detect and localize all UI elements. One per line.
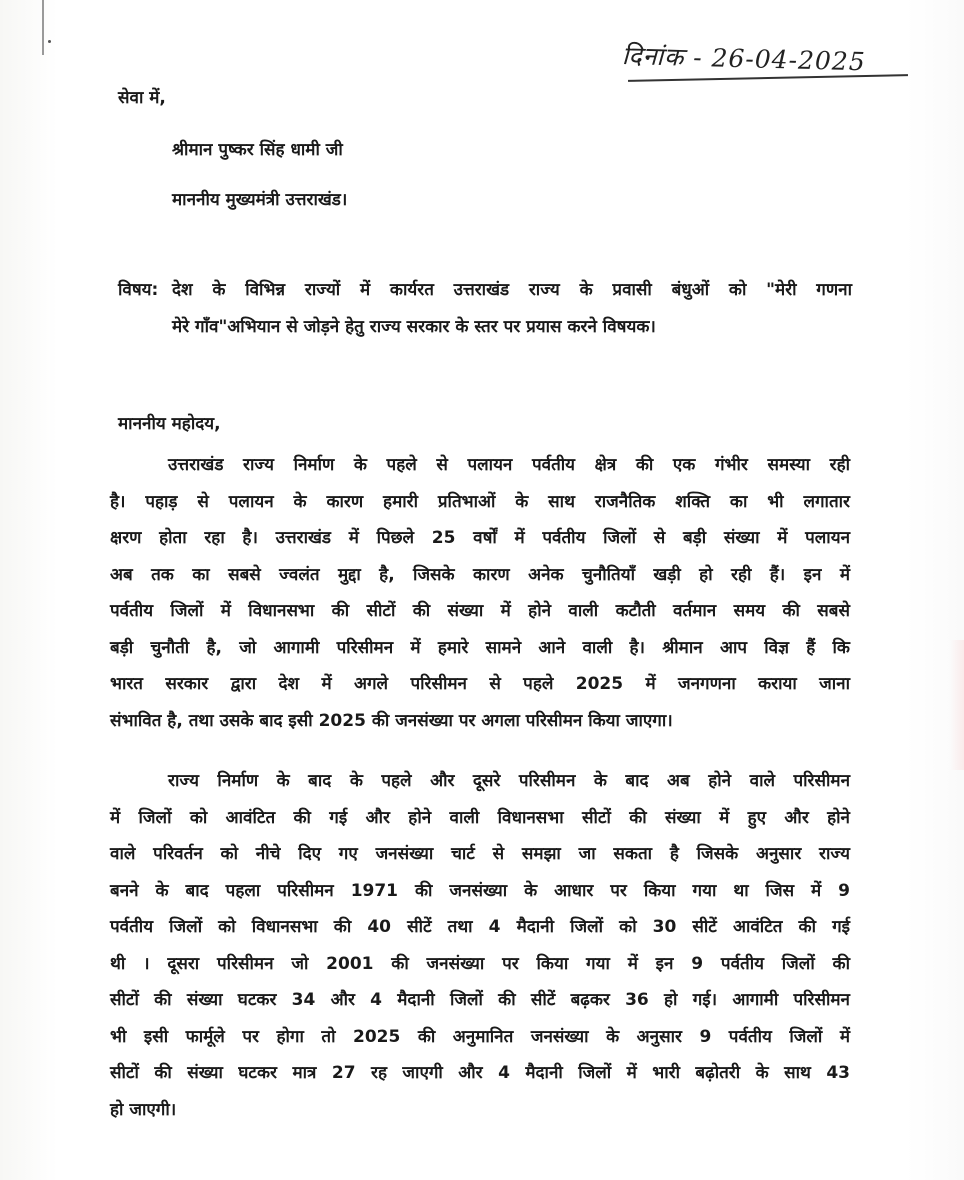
paragraph-line: हो जाएगी। [110, 1099, 177, 1120]
paragraph-line: बनने के बाद पहला परिसीमन 1971 की जनसंख्या के आधार पर किया गया था जिस में 9 [110, 880, 850, 901]
paragraph-line: थी । दूसरा परिसीमन जो 2001 की जनसंख्या पर किया गया में इन 9 पर्वतीय जिलों की [110, 953, 850, 974]
paragraph-line: अब तक का सबसे ज्वलंत मुद्दा है, जिसके कारण अनेक चुनौतियाँ खड़ी हो रही हैं। इन में [110, 564, 850, 585]
subject-line-2: मेरे गॉंव"अभियान से जोड़ने हेतु राज्य सरकार के स्तर पर प्रयास करने विषयक। [172, 317, 656, 337]
addressee-name: श्रीमान पुष्कर सिंह धामी जी [172, 140, 343, 160]
paragraph-2 [110, 763, 850, 1128]
paragraph-line: सीटों की संख्या घटकर 34 और 4 मैदानी जिलों की सीटें बढ़कर 36 हो गई। आगामी परिसीमन [110, 990, 850, 1010]
page-edge-mark [42, 0, 44, 55]
handwritten-date: दिनांक - 26-04-2025 [621, 41, 867, 77]
greeting: माननीय महोदय, [118, 414, 221, 434]
paragraph-line: राज्य निर्माण के बाद के पहले और दूसरे परिसीमन के बाद अब होने वाले परिसीमन [168, 771, 850, 791]
addressee-designation: माननीय मुख्यमंत्री उत्तराखंड। [172, 190, 348, 210]
paragraph-line: पर्वतीय जिलों को विधानसभा की 40 सीटें तथा 4 मैदानी जिलों को 30 सीटें आवंटित की गई [110, 917, 850, 937]
paragraph-line: सीटों की संख्या घटकर मात्र 27 रह जाएगी और 4 मैदानी जिलों में भारी बढ़ोतरी के साथ 43 [110, 1063, 850, 1083]
paragraph-line: उत्तराखंड राज्य निर्माण के पहले से पलायन पर्वतीय क्षेत्र की एक गंभीर समस्या रही [168, 455, 850, 475]
paragraph-line: पर्वतीय जिलों में विधानसभा की सीटों की संख्या में होने वाली कटौती वर्तमान समय की सबसे [110, 601, 850, 621]
paragraph-line: है। पहाड़ से पलायन के कारण हमारी प्रतिभाओं के साथ राजनैतिक शक्ति का भी लगातार [110, 491, 850, 512]
paragraph-line: में जिलों को आवंटित की गई और होने वाली विधानसभा सीटों की संख्या में हुए और होने [110, 807, 850, 828]
paragraph-line: वाले परिवर्तन को नीचे दिए गए जनसंख्या चार्ट से समझा जा सकता है जिसके अनुसार राज्य [110, 844, 850, 864]
paragraph-line: भी इसी फार्मूले पर होगा तो 2025 की अनुमानित जनसंख्या के अनुसार 9 पर्वतीय जिलों में [110, 1026, 850, 1047]
subject-label: विषय: [118, 280, 159, 300]
subject-line-1: देश के विभिन्न राज्यों में कार्यरत उत्तराखंड राज्य के प्रवासी बंधुओं को "मेरी गणना [172, 280, 852, 300]
paragraph-1 [110, 447, 850, 739]
salutation: सेवा में, [118, 88, 166, 108]
page-edge-dot [48, 40, 51, 43]
paragraph-line: संभावित है, तथा उसके बाद इसी 2025 की जनसंख्या पर अगला परिसीमन किया जाएगा। [110, 710, 673, 731]
paragraph-line: क्षरण होता रहा है। उत्तराखंड में पिछले 25 वर्षों में पर्वतीय जिलों से बड़ी संख्या में पलायन [110, 528, 850, 548]
paragraph-line: बड़ी चुनौती है, जो आगामी परिसीमन में हमारे सामने आने वाली है। श्रीमान आप विज्ञ हैं कि [110, 637, 850, 658]
paragraph-line: भारत सरकार द्वारा देश में अगले परिसीमन से पहले 2025 में जनगणना कराया जाना [110, 674, 850, 694]
page-right-tint [950, 640, 964, 770]
